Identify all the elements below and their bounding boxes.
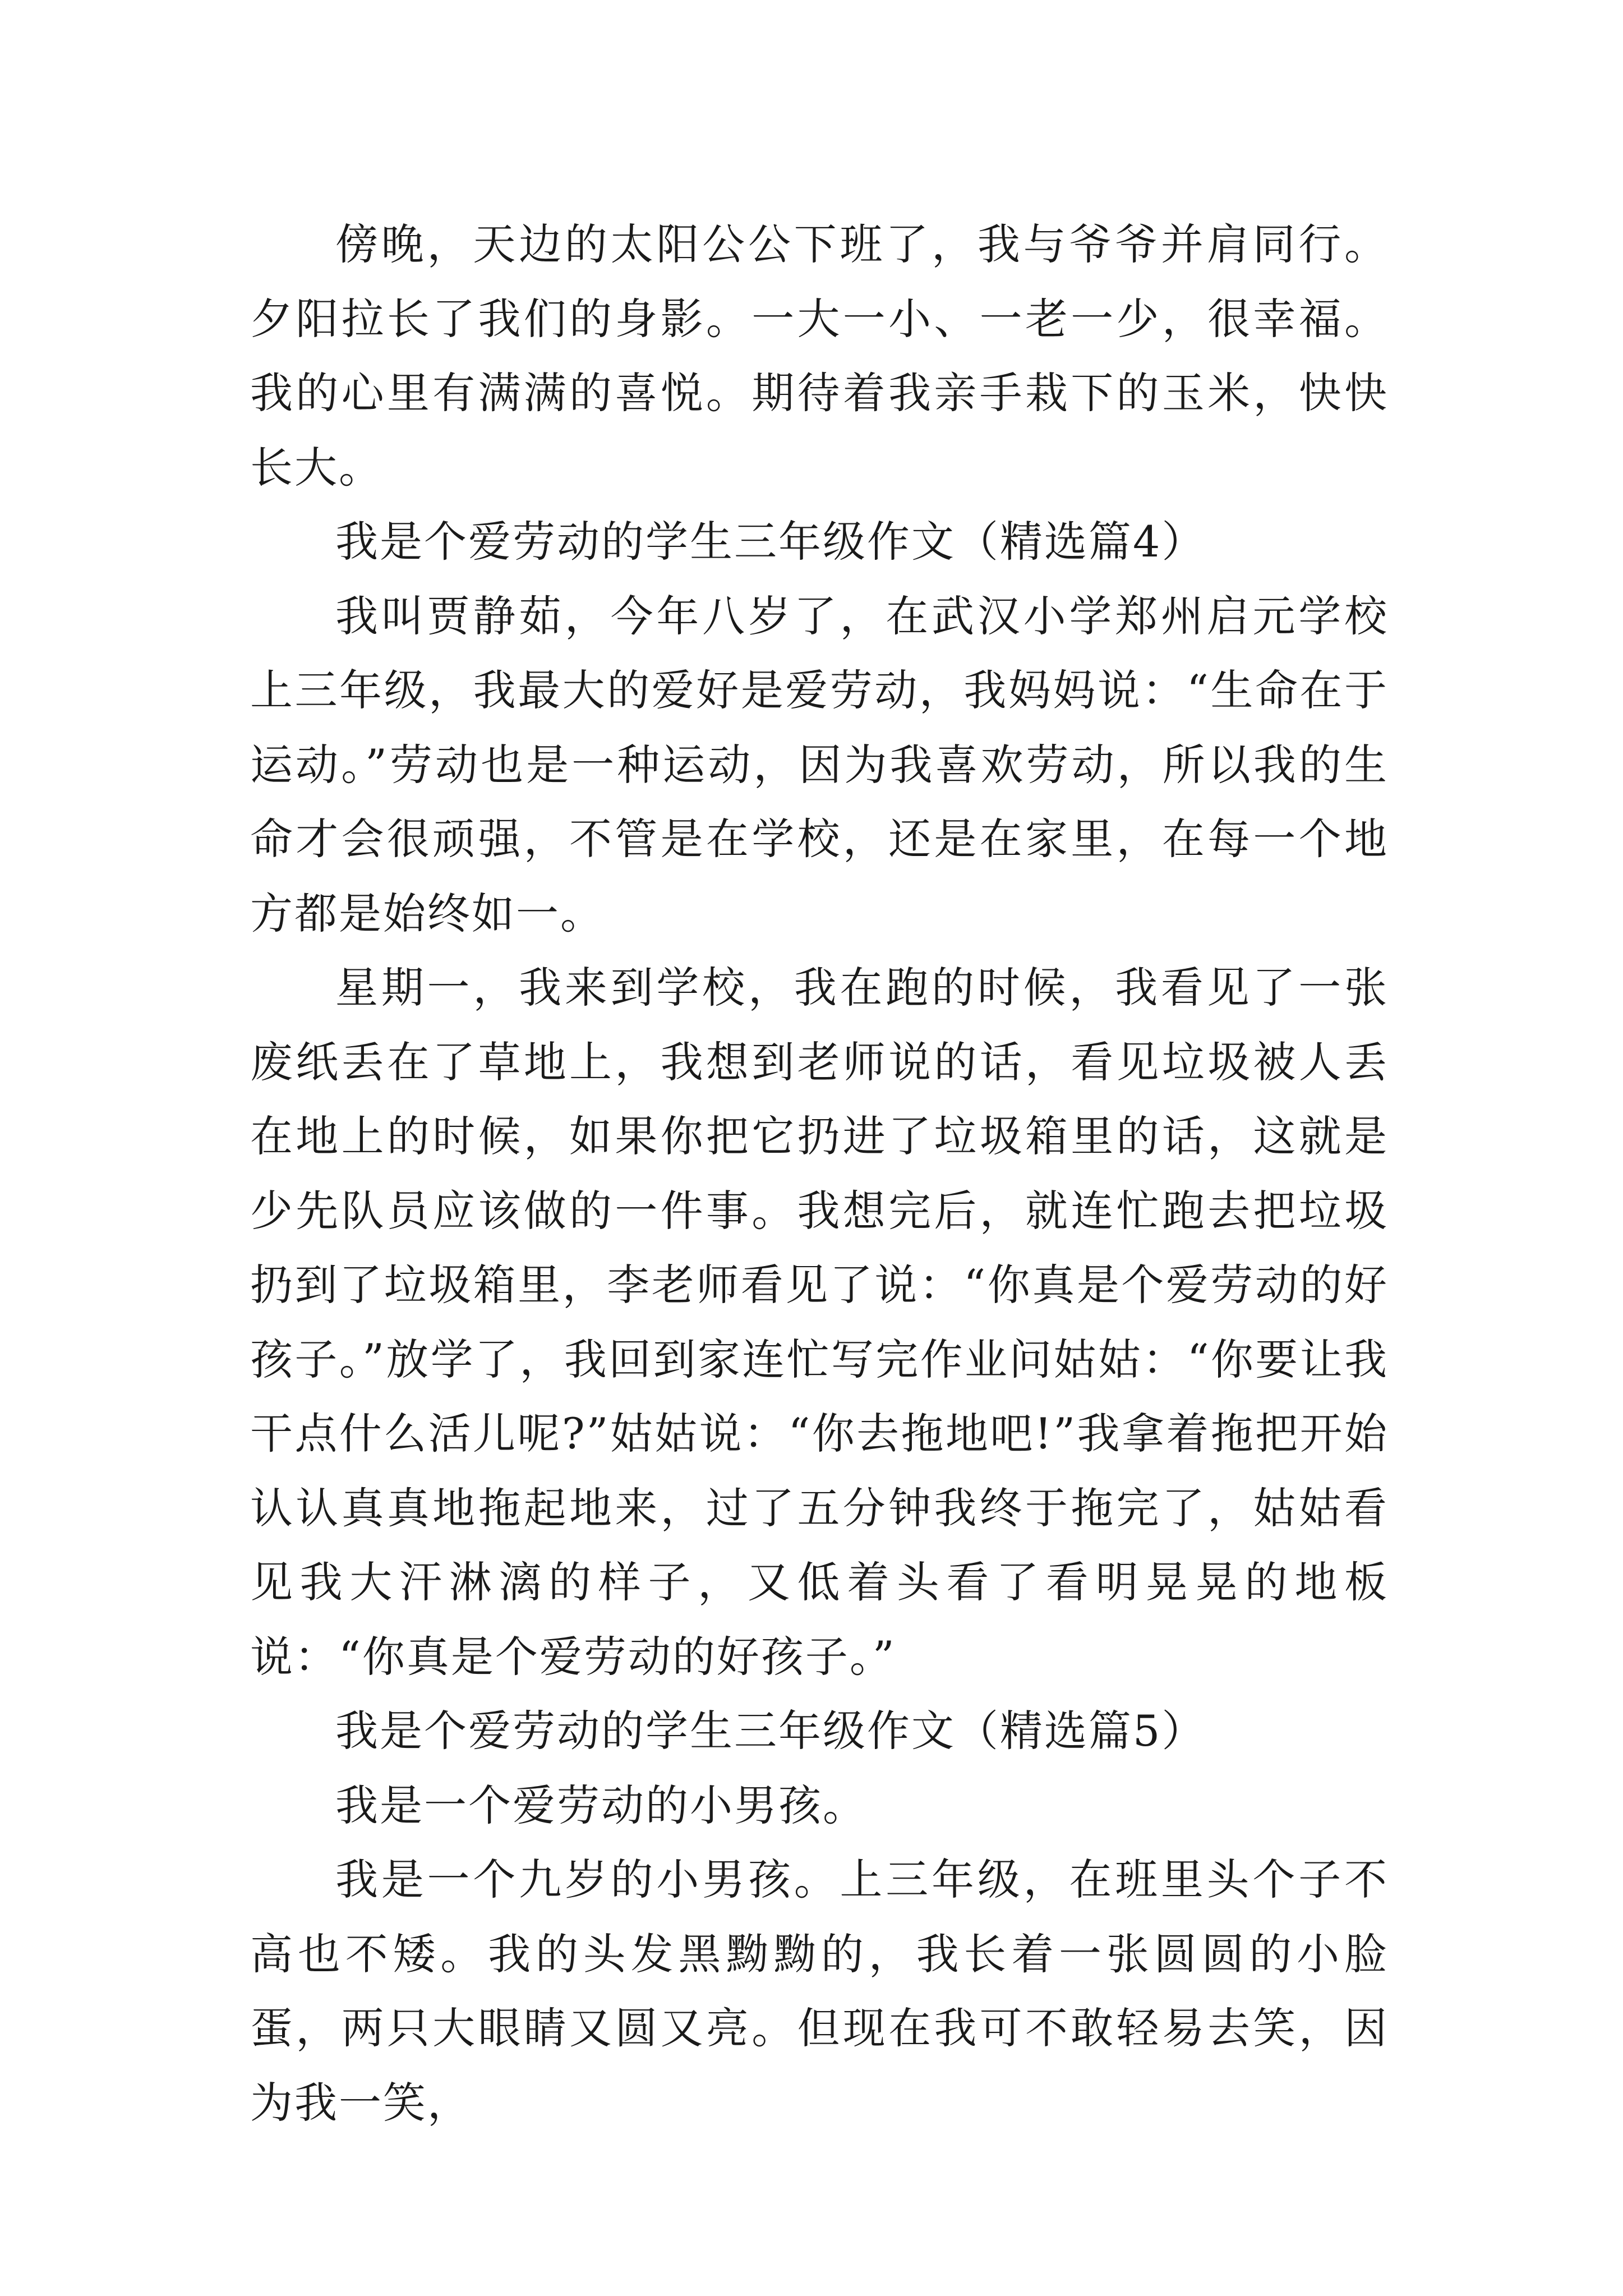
- paragraph-self-description: 我是一个九岁的小男孩。上三年级，在班里头个子不高也不矮。我的头发黑黝黝的，我长着一张圆圆的小脸蛋，两只大眼睛又圆又亮。但现在我可不敢轻易去笑，因为我一笑，: [250, 1855, 1389, 2128]
- document-body: [250, 208, 1389, 2140]
- paragraph-monday: 星期一，我来到学校，我在跑的时候，我看见了一张废纸丢在了草地上，我想到老师说的话，看见垃圾被人丢在地上的时候，如果你把它扔进了垃圾箱里的话，这就是少先队员应该做的一件事。我想完后，就连忙跑去把垃圾扔到了垃圾箱里，李老师看见了说：“你真是个爱劳动的好孩子。”放学了，我回到家连忙写完作业问姑姑：“你要让我干点什么活儿呢?”姑姑说：“你去拖地吧!”我拿着拖把开始认认真真地拖起地来，过了五分钟我终于拖完了，姑姑看见我大汗淋漓的样子，又低着头看了看明晃晃的地板说：“你真是个爱劳动的好孩子。”: [250, 963, 1389, 1682]
- paragraph-introduction: 我叫贾静茹，今年八岁了，在武汉小学郑州启元学校上三年级，我最大的爱好是爱劳动，我妈妈说：“生命在于运动。”劳动也是一种运动，因为我喜欢劳动，所以我的生命才会很顽强，不管是在学校，还是在家里，在每一个地方都是始终如一。: [250, 591, 1389, 938]
- paragraph-opening-line: 我是一个爱劳动的小男孩。: [335, 1780, 867, 1830]
- paragraph-evening: 傍晚，天边的太阳公公下班了，我与爷爷并肩同行。夕阳拉长了我们的身影。一大一小、一老一少，很幸福。我的心里有满满的喜悦。期待着我亲手栽下的玉米，快快长大。: [250, 219, 1389, 493]
- section-heading-5: 我是个爱劳动的学生三年级作文（精选篇5）: [335, 1706, 1206, 1756]
- section-heading-4: 我是个爱劳动的学生三年级作文（精选篇4）: [335, 517, 1206, 567]
